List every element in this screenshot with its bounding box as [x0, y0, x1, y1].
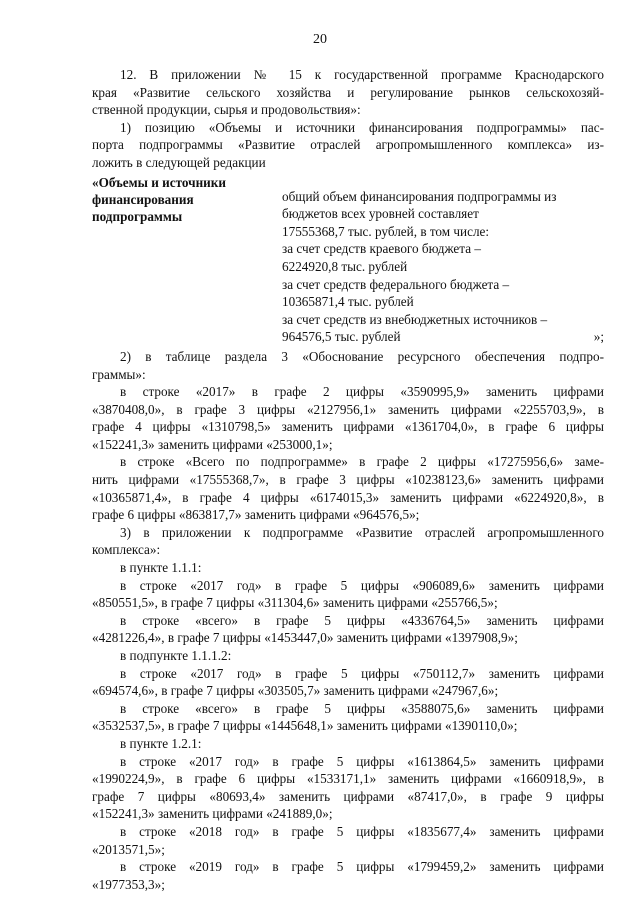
body-line: графе 4 цифры «1310798,5» заменить цифрами «1361704,0», в графе 6 цифры	[92, 419, 604, 435]
body-line: в строке «2017 год» в графе 5 цифры «1613864,5» заменить цифрами	[120, 753, 604, 769]
body-line: в пункте 1.1.1:	[120, 560, 202, 576]
body-line: «2013571,5»;	[92, 841, 165, 857]
paragraph-line: ложить в следующей редакции	[92, 154, 266, 170]
passport-position	[92, 174, 604, 346]
passport-value	[282, 174, 604, 346]
passport-value-line: за счет средств краевого бюджета –	[282, 241, 481, 257]
body-line: в строке «всего» в графе 5 цифры «4336764,5» заменить цифрами	[120, 612, 604, 628]
body-line: в строке «2017 год» в графе 5 цифры «906089,6» заменить цифрами	[120, 577, 604, 593]
passport-value-line: 6224920,8 тыс. рублей	[282, 258, 408, 274]
body-line: в строке «2017 год» в графе 5 цифры «750112,7» заменить цифрами	[120, 665, 604, 681]
body-line: «3532537,5», в графе 7 цифры «1445648,1» заменить цифрами «1390110,0»;	[92, 718, 518, 734]
body-line: в пункте 1.2.1:	[120, 735, 202, 751]
passport-last-value: 964576,5 тыс. рублей	[282, 329, 401, 345]
body-line: в строке «2017» в графе 2 цифры «3590995,9» заменить цифрами	[120, 384, 604, 400]
body-line: «3870408,0», в графе 3 цифры «2127956,1» заменить цифрами «2255703,9», в	[92, 401, 604, 417]
passport-value-line: за счет средств из внебюджетных источников –	[282, 311, 548, 327]
paragraph-line: края «Развитие сельского хозяйства и регулирование рынков сельскохозяй-	[92, 84, 604, 100]
body-line: графе 6 цифры «863817,7» заменить цифрами «964576,5»;	[92, 507, 420, 523]
body-line: «694574,6», в графе 7 цифры «303505,7» заменить цифрами «247967,6»;	[92, 683, 499, 699]
body-line: в строке «Всего по подпрограмме» в графе 2 цифры «17275956,6» заме-	[120, 454, 604, 470]
paragraph-line: ственной продукции, сырья и продовольствия»:	[92, 102, 361, 118]
body-line: «10365871,4», в графе 4 цифры «6174015,3» заменить цифрами «6224920,8», в	[92, 489, 604, 505]
body-line: «152241,3» заменить цифрами «253000,1»;	[92, 436, 333, 452]
body-line: в строке «2019 год» в графе 5 цифры «1799459,2» заменить цифрами	[120, 859, 604, 875]
passport-value-line: 10365871,4 тыс. рублей	[282, 294, 414, 310]
passport-value-line: бюджетов всех уровней составляет	[282, 206, 479, 222]
passport-value-line: 17555368,7 тыс. рублей, в том числе:	[282, 223, 490, 239]
passport-closing-quote: »;	[593, 329, 604, 345]
body-line: 3) в приложении к подпрограмме «Развитие отраслей агропромышленного	[120, 524, 604, 540]
paragraph-line: 1) позицию «Объемы и источники финансирования подпрограммы» пас-	[120, 119, 604, 135]
body-line: «1990224,9», в графе 6 цифры «1533171,1» заменить цифрами «1660918,9», в	[92, 771, 604, 787]
body-line: «152241,3» заменить цифрами «241889,0»;	[92, 806, 333, 822]
body-line: графе 7 цифры «80693,4» заменить цифрами «87417,0», в графе 9 цифры	[92, 788, 604, 804]
passport-value-line: общий объем финансирования подпрограммы из	[282, 188, 557, 204]
passport-label-line: финансирования	[92, 191, 194, 207]
body-line: «850551,5», в графе 7 цифры «311304,6» заменить цифрами «255766,5»;	[92, 595, 498, 611]
body-line: нить цифрами «17555368,7», в графе 3 цифры «10238123,6» заменить цифрами	[92, 472, 604, 488]
passport-label	[92, 174, 282, 346]
body-line: в строке «2018 год» в графе 5 цифры «1835677,4» заменить цифрами	[120, 823, 604, 839]
page-number: 20	[313, 32, 327, 47]
document-body	[92, 66, 604, 893]
body-line: граммы»:	[92, 366, 146, 382]
passport-last-line	[282, 328, 604, 346]
passport-label-line: подпрограммы	[92, 208, 183, 224]
passport-value-line: за счет средств федерального бюджета –	[282, 276, 510, 292]
passport-label-line: «Объемы и источники	[92, 174, 226, 190]
paragraph-line: порта подпрограммы «Развитие отраслей агропромышленного комплекса» из-	[92, 137, 604, 153]
body-line: «4281226,4», в графе 7 цифры «1453447,0» заменить цифрами «1397908,9»;	[92, 630, 518, 646]
body-line: в строке «всего» в графе 5 цифры «3588075,6» заменить цифрами	[120, 700, 604, 716]
body-line: комплекса»:	[92, 542, 161, 558]
body-line: в подпункте 1.1.1.2:	[120, 648, 232, 663]
body-line: «1977353,3»;	[92, 876, 165, 892]
paragraph-line: 12. В приложении № 15 к государственной программе Краснодарского	[120, 67, 604, 82]
body-line: 2) в таблице раздела 3 «Обоснование ресурсного обеспечения подпро-	[120, 348, 604, 364]
